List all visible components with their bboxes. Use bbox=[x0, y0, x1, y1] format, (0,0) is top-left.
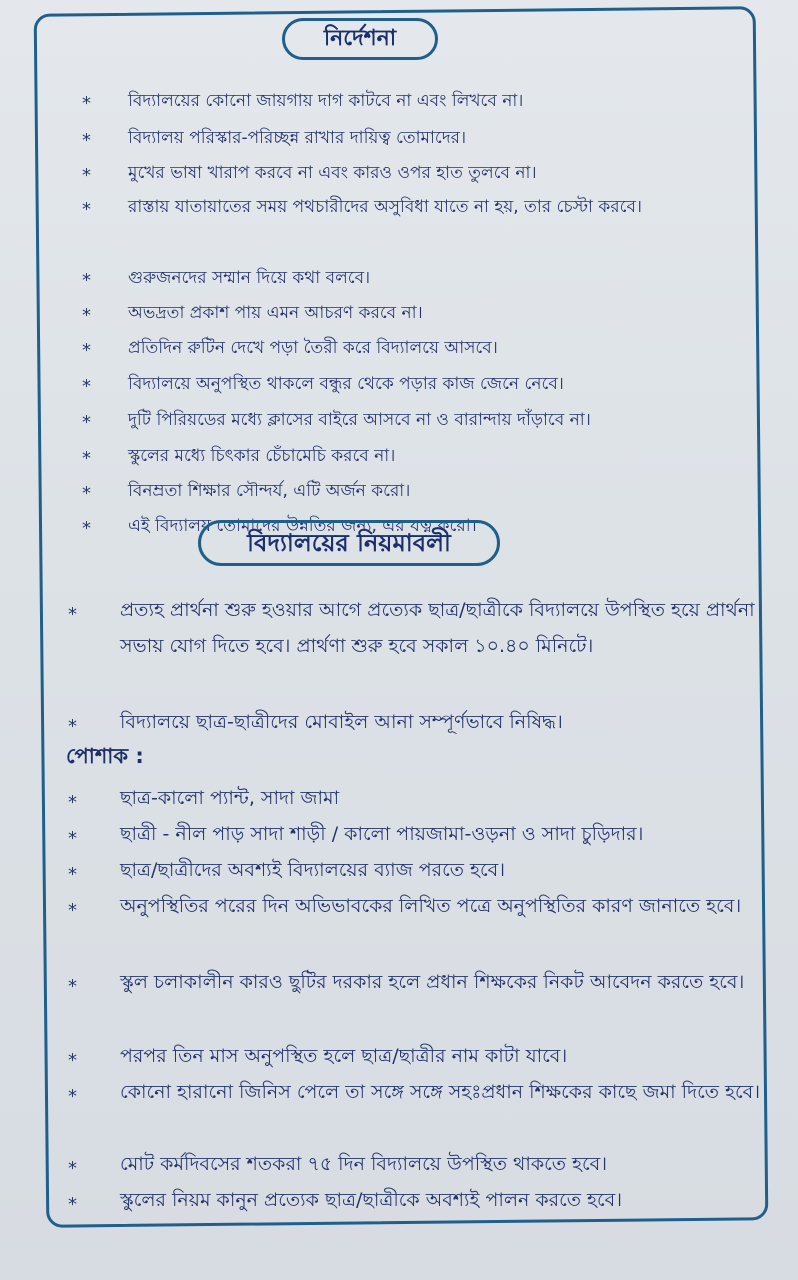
bullet: * bbox=[68, 604, 77, 625]
notice-item: বিদ্যালয়ে অনুপস্থিত থাকলে বন্ধুর থেকে পড়ার কাজ জেনে নেবে। bbox=[128, 374, 564, 394]
bullet: * bbox=[82, 340, 91, 361]
bullet: * bbox=[82, 518, 91, 539]
dress-item: অনুপস্থিতির পরের দিন অভিভাবকের লিখিত পত্রে অনুপস্থিতির কারণ জানাতে হবে। bbox=[120, 895, 742, 917]
rules-item: বিদ্যালয়ে ছাত্র-ছাত্রীদের মোবাইল আনা সম্পূর্ণভাবে নিষিদ্ধ। bbox=[120, 711, 563, 733]
bullet: * bbox=[68, 1158, 77, 1179]
bullet: * bbox=[68, 900, 77, 921]
bullet: * bbox=[68, 716, 77, 737]
dress-label: পোশাক : bbox=[66, 744, 144, 768]
bullet: * bbox=[82, 199, 91, 220]
bullet: * bbox=[82, 376, 91, 397]
bullet: * bbox=[68, 1050, 77, 1071]
bullet: * bbox=[82, 483, 91, 504]
bullet: * bbox=[82, 130, 91, 151]
dress-item: ছাত্র/ছাত্রীদের অবশ্যই বিদ্যালয়ের ব্যাজ পরতে হবে। bbox=[120, 859, 505, 881]
notice-item: মুখের ভাষা খারাপ করবে না এবং কারও ওপর হাত তুলবে না। bbox=[128, 163, 537, 183]
rules-item: প্রত্যহ প্রার্থনা শুরু হওয়ার আগে প্রত্যেক ছাত্র/ছাত্রীকে বিদ্যালয়ে উপস্থিত হয়ে প্রার্থনা সভায় যোগ দিতে হবে। প্রার্থণা শুরু হবে সকাল ১০.৪০ মিনিটে। bbox=[120, 599, 755, 657]
bullet: * bbox=[68, 828, 77, 849]
bullet: * bbox=[68, 864, 77, 885]
notice-item: বিনম্রতা শিক্ষার সৌন্দর্য, এটি অর্জন করো। bbox=[128, 481, 411, 501]
dress-item: কোনো হারানো জিনিস পেলে তা সঙ্গে সঙ্গে সহঃপ্রধান শিক্ষকের কাছে জমা দিতে হবে। bbox=[120, 1081, 761, 1103]
dress-item: মোট কর্মদিবসের শতকরা ৭৫ দিন বিদ্যালয়ে উপস্থিত থাকতে হবে। bbox=[120, 1153, 608, 1175]
bullet: * bbox=[82, 305, 91, 326]
dress-item: পরপর তিন মাস অনুপস্থিত হলে ছাত্র/ছাত্রীর নাম কাটা যাবে। bbox=[120, 1045, 568, 1067]
bullet: * bbox=[68, 976, 77, 997]
notice-item: বিদ্যালয় পরিস্কার-পরিচ্ছন্ন রাখার দায়িত্ব তোমাদের। bbox=[128, 128, 467, 148]
notice-item: গুরুজনদের সম্মান দিয়ে কথা বলবে। bbox=[128, 268, 371, 288]
dress-item: ছাত্রী - নীল পাড় সাদা শাড়ী / কালো পায়জামা-ওড়না ও সাদা চুড়িদার। bbox=[120, 823, 644, 845]
bullet: * bbox=[82, 165, 91, 186]
bullet: * bbox=[82, 270, 91, 291]
notice-item: স্কুলের মধ্যে চিৎকার চেঁচামেচি করবে না। bbox=[128, 446, 396, 466]
bullet: * bbox=[68, 1086, 77, 1107]
notice-item: বিদ্যালয়ের কোনো জায়গায় দাগ কাটবে না এবং লিখবে না। bbox=[128, 91, 524, 111]
notice-item: দুটি পিরিয়ডের মধ্যে ক্লাসের বাইরে আসবে না ও বারান্দায় দাঁড়াবে না। bbox=[128, 410, 591, 430]
notice-heading: নির্দেশনা bbox=[282, 18, 438, 60]
dress-item: স্কুলের নিয়ম কানুন প্রত্যেক ছাত্র/ছাত্রীকে অবশ্যই পালন করতে হবে। bbox=[120, 1189, 623, 1211]
dress-item: ছাত্র-কালো প্যান্ট, সাদা জামা bbox=[120, 787, 340, 809]
notice-item: প্রতিদিন রুটিন দেখে পড়া তৈরী করে বিদ্যালয়ে আসবে। bbox=[128, 338, 498, 358]
notice-item: অভদ্রতা প্রকাশ পায় এমন আচরণ করবে না। bbox=[128, 303, 423, 323]
bullet: * bbox=[82, 448, 91, 469]
bullet: * bbox=[82, 412, 91, 433]
bullet: * bbox=[68, 1194, 77, 1215]
notice-item: রাস্তায় যাতায়াতের সময় পথচারীদের অসুবিধা যাতে না হয়, তার চেস্টা করবে। bbox=[128, 197, 642, 217]
dress-item: স্কুল চলাকালীন কারও ছুটির দরকার হলে প্রধান শিক্ষকের নিকট আবেদন করতে হবে। bbox=[120, 971, 745, 993]
bullet: * bbox=[68, 792, 77, 813]
rules-heading: বিদ্যালয়ের নিয়মাবলী bbox=[198, 520, 500, 566]
bullet: * bbox=[82, 93, 91, 114]
notice-item: এই বিদ্যালয় তোমাদের উন্নতির জন্য, এর যত্ন করো। bbox=[128, 516, 477, 536]
